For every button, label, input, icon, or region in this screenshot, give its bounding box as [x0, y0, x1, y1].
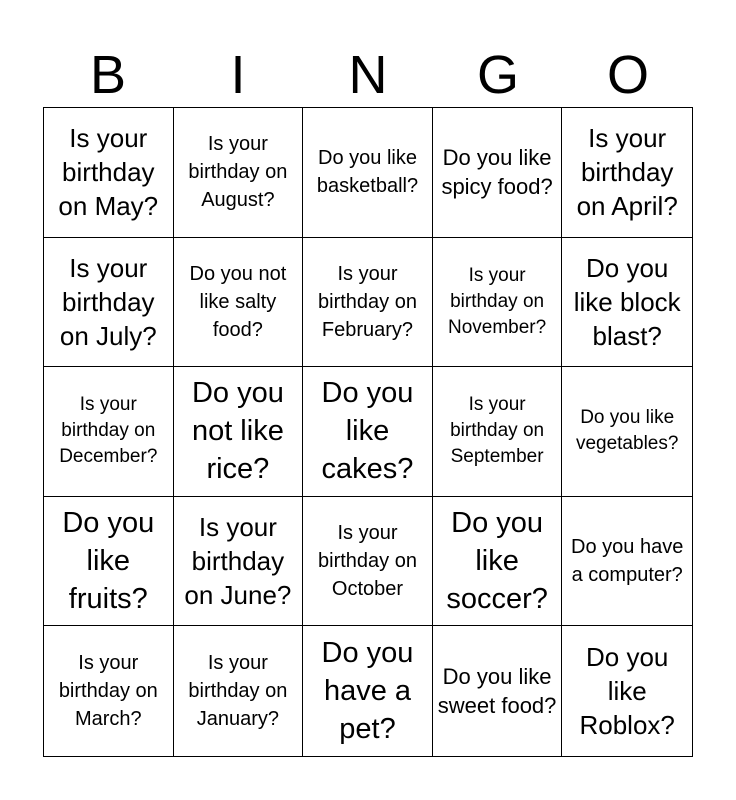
cell-text: Is your birthday on February? — [318, 262, 417, 341]
bingo-header — [43, 44, 693, 106]
cell-text: Do you like cakes? — [321, 377, 414, 486]
bingo-cell[interactable] — [562, 238, 692, 368]
cell-text: Is your birthday on March? — [58, 652, 158, 731]
bingo-cell[interactable] — [174, 367, 304, 497]
cell-text: Do you not like salty food? — [189, 262, 287, 341]
cell-text: Do you have a pet? — [321, 637, 414, 746]
cell-text: Is your birthday on April? — [576, 123, 678, 222]
cell-text: Is your birthday on October — [318, 522, 417, 601]
cell-text: Is your birthday on July? — [59, 252, 157, 351]
bingo-cell[interactable] — [303, 626, 433, 756]
cell-text: Is your birthday on January? — [188, 652, 288, 731]
bingo-board — [43, 107, 693, 757]
bingo-cell[interactable] — [433, 367, 563, 497]
cell-text: Do you like block blast? — [573, 252, 681, 351]
bingo-cell[interactable] — [303, 497, 433, 627]
bingo-cell[interactable] — [562, 626, 692, 756]
bingo-cell[interactable] — [303, 367, 433, 497]
bingo-cell[interactable] — [433, 238, 563, 368]
bingo-cell[interactable] — [562, 108, 692, 238]
header-letter-o: O — [606, 45, 649, 105]
cell-text: Do you like vegetables? — [575, 407, 679, 455]
cell-text: Is your birthday on December? — [59, 394, 158, 468]
bingo-cell[interactable] — [44, 238, 174, 368]
bingo-cell[interactable] — [174, 238, 304, 368]
cell-text: Do you like soccer? — [446, 507, 548, 616]
bingo-cell[interactable] — [44, 497, 174, 627]
bingo-cell[interactable] — [303, 108, 433, 238]
cell-text: Do you have a computer? — [571, 536, 684, 587]
cell-text: Is your birthday on August? — [188, 133, 288, 212]
bingo-cell[interactable] — [44, 626, 174, 756]
header-letter-i: I — [230, 45, 246, 105]
cell-text: Do you like Roblox? — [579, 642, 675, 741]
bingo-cell[interactable] — [174, 497, 304, 627]
cell-text: Do you not like rice? — [191, 377, 284, 486]
cell-text: Do you like sweet food? — [437, 664, 557, 719]
bingo-cell[interactable] — [433, 497, 563, 627]
header-letter-g: G — [476, 45, 519, 105]
bingo-cell[interactable] — [433, 108, 563, 238]
cell-text: Is your birthday on June? — [184, 512, 292, 611]
header-letter-b: B — [89, 45, 127, 105]
bingo-cell[interactable] — [174, 626, 304, 756]
cell-text: Is your birthday on May? — [58, 123, 159, 222]
cell-text: Do you like basketball? — [316, 147, 419, 198]
bingo-cell[interactable] — [174, 108, 304, 238]
bingo-cell[interactable] — [44, 108, 174, 238]
bingo-cell[interactable] — [303, 238, 433, 368]
cell-text: Do you like spicy food? — [441, 145, 553, 200]
bingo-cell[interactable] — [433, 626, 563, 756]
bingo-cell[interactable] — [562, 497, 692, 627]
cell-text: Do you like fruits? — [62, 507, 155, 616]
bingo-cell[interactable] — [562, 367, 692, 497]
cell-text: Is your birthday on November? — [447, 264, 547, 338]
bingo-cell[interactable] — [44, 367, 174, 497]
cell-text: Is your birthday on September — [450, 394, 545, 468]
header-letter-n: N — [348, 45, 388, 105]
